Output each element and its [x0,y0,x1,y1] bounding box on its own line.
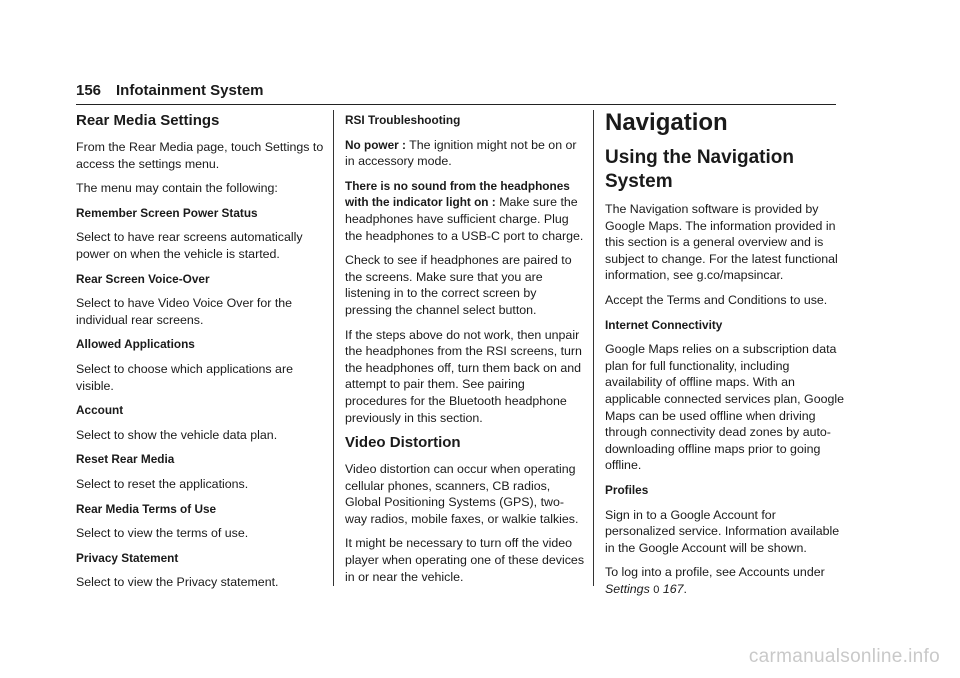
setting-label: Remember Screen Power Status [76,205,258,220]
page-header [76,82,836,105]
profiles-text: Sign in to a Google Account for personalized service. Information available in the Google Account will be shown. [605,507,840,555]
steps-paragraph: If the steps above do not work, then unpair the headphones from the RSI screens, turn the headphones off, turn them back on and attempt to pair them. See pairing procedures for the Bluetooth headphone previously in this section. [345,327,582,425]
login-period: . [683,581,687,596]
setting-text: Select to view the terms of use. [76,526,249,541]
column-divider [593,110,594,586]
login-text: To log into a profile, see Accounts under [605,565,825,580]
setting-label: Reset Rear Media [76,452,175,467]
no-sound-text: Make sure the headphones have sufficient charge. Plug the headphones to a USB-C port to charge. [345,195,584,243]
accept-terms: Accept the Terms and Conditions to use. [605,292,828,307]
no-sound-paragraph [345,178,585,244]
internet-label: Internet Connectivity [605,317,723,332]
setting-label: Rear Media Terms of Use [76,501,217,516]
settings-reference: Settings [605,581,650,596]
setting-label: Rear Screen Voice-Over [76,271,210,286]
column-rsi-troubleshooting [345,112,585,593]
column-rear-media [76,112,326,599]
video-text-1: Video distortion can occur when operating cellular phones, scanners, CB radios, Global Positioning Systems (GPS), two-way radios, mobile faxes, or walkie talkies. [345,462,579,526]
profiles-label: Profiles [605,482,649,497]
section-title: Infotainment System [116,82,264,99]
column-navigation [605,109,845,606]
setting-text: Select to have rear screens automatically power on when the vehicle is started. [76,230,303,261]
page-number: 156 [76,82,102,99]
rsi-heading: RSI Troubleshooting [345,113,461,127]
setting-text: Select to have Video Voice Over for the individual rear screens. [76,296,293,327]
no-power-text: The ignition might not be on or in accessory mode. [345,137,577,169]
setting-text: Select to show the vehicle data plan. [76,427,278,442]
no-power-paragraph [345,137,585,170]
watermark: carmanualsonline.info [748,646,940,667]
column-divider [333,110,334,586]
page-ref-arrow-icon: 0 [653,583,660,596]
internet-text: Google Maps relies on a subscription data plan for full functionality, including availability of offline maps. With an applicable connected services plan, Google Maps can be used offline when driving through connectivity dead zones by auto-downloading offline maps prior to going offline. [605,342,845,473]
no-sound-label: There is no sound from the headphones with the indicator light on : [345,178,570,210]
setting-label: Allowed Applications [76,337,195,352]
setting-label: Account [76,403,124,418]
navigation-title: Navigation [605,109,728,136]
video-distortion-heading: Video Distortion [345,434,461,452]
setting-label: Privacy Statement [76,550,179,565]
video-text-2: It might be necessary to turn off the video player when operating one of these devices in or near the vehicle. [345,536,585,584]
setting-text: Select to view the Privacy statement. [76,575,279,590]
login-paragraph [605,564,845,598]
check-paragraph: Check to see if headphones are paired to the screens. Make sure that you are listening in to the correct screen by pressing the channel select button. [345,253,572,317]
rear-media-heading: Rear Media Settings [76,112,220,129]
rear-media-intro: From the Rear Media page, touch Settings to access the settings menu. [76,140,324,171]
setting-text: Select to choose which applications are visible. [76,361,293,393]
setting-text: Select to reset the applications. [76,476,249,491]
navigation-intro: The Navigation software is provided by Google Maps. The information provided in this section is a general overview and is subject to change. For the latest functional information, see g.co/mapsincar. [605,202,838,283]
page-reference: 167 [662,581,684,596]
menu-intro: The menu may contain the following: [76,181,278,196]
no-power-label: No power : [345,137,406,152]
using-navigation-heading: Using the Navigation System [605,147,794,192]
